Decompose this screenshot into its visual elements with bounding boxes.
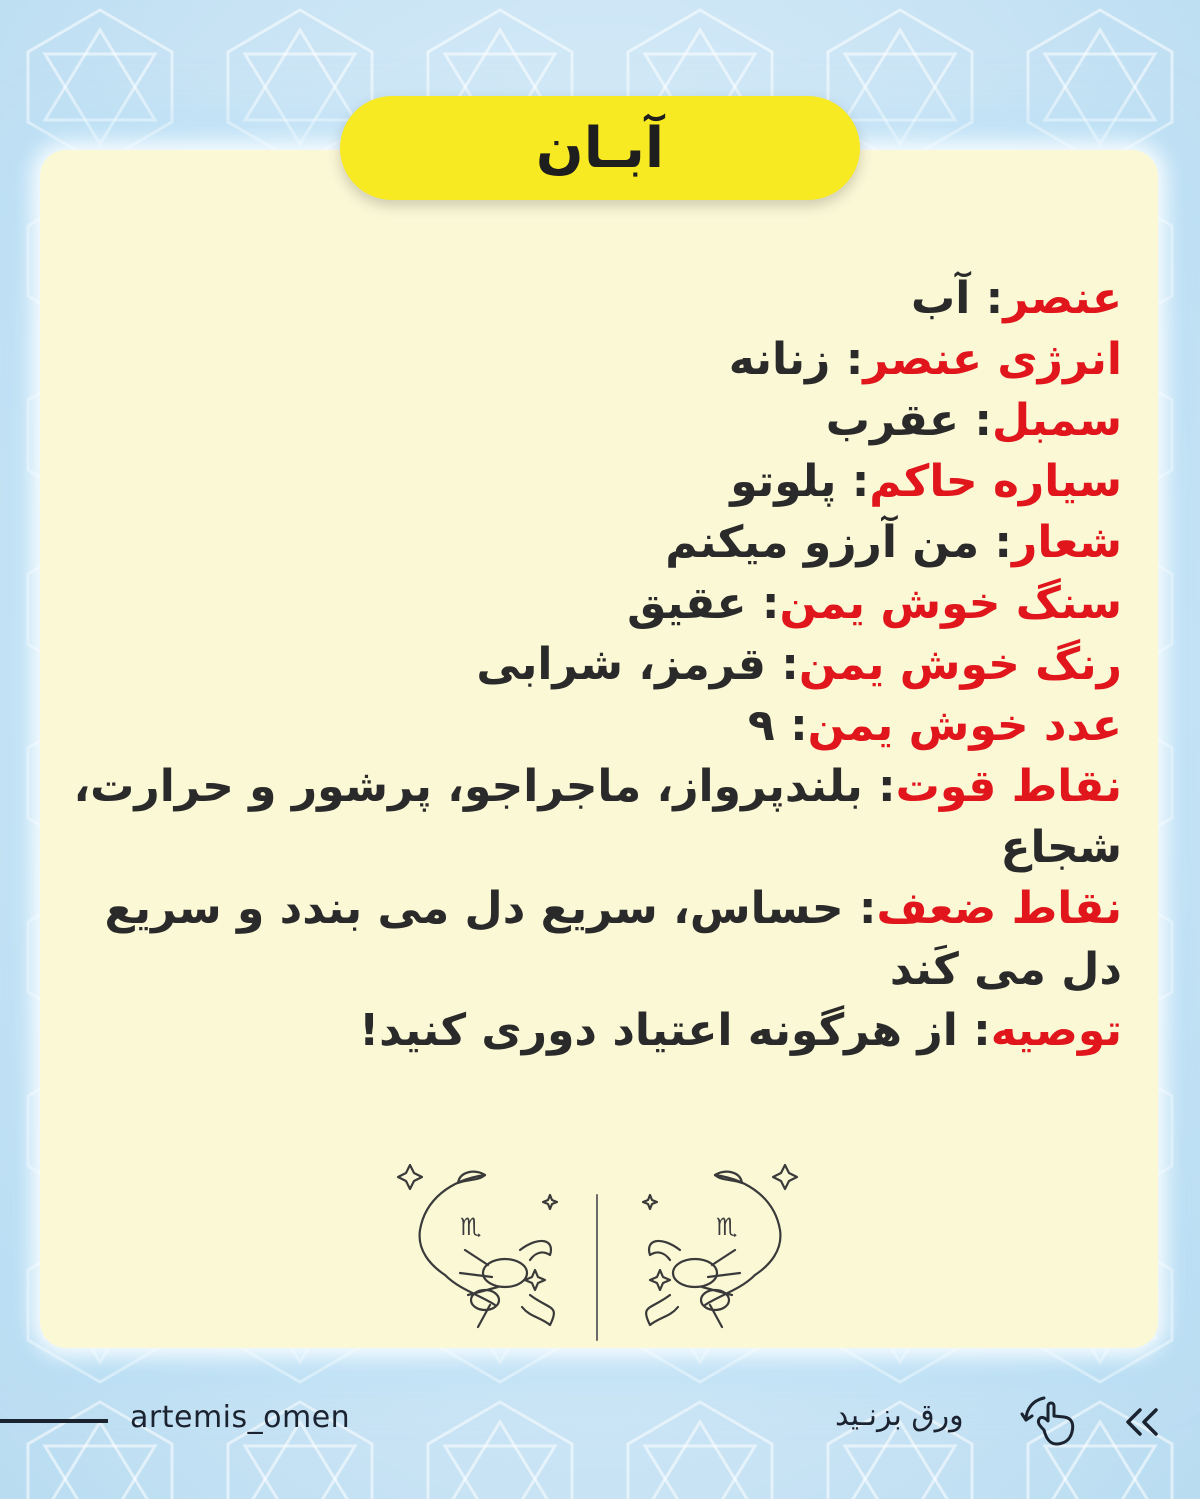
title-pill [340, 96, 860, 200]
chevrons-left-icon[interactable] [1118, 1402, 1166, 1442]
fact-row [62, 695, 1122, 756]
fact-value: عقیق [627, 578, 747, 629]
facts-list [62, 268, 1122, 1061]
fact-separator: : [765, 639, 799, 690]
swipe-label: ورق بزنـید [835, 1398, 964, 1433]
fact-value: آب [911, 273, 971, 324]
fact-value: از هرگونه اعتیاد دوری کنید! [359, 1005, 958, 1056]
fact-separator: : [970, 273, 1004, 324]
fact-key: شعار [1012, 517, 1122, 568]
fact-key: توصیه [990, 1005, 1122, 1056]
fact-value: من آرزو میکنم [665, 517, 980, 568]
fact-value: حساس، سریع دل می بندد و سریع دل می کَند [104, 883, 1122, 995]
fact-key: عنصر [1003, 273, 1122, 324]
fact-row [62, 451, 1122, 512]
account-handle: artemis_omen [130, 1400, 351, 1435]
fact-value: ۹ [747, 700, 775, 751]
fact-separator: : [862, 761, 896, 812]
fact-separator: : [979, 517, 1013, 568]
fact-key: عدد خوش یمن [807, 700, 1122, 751]
svg-text:♏: ♏ [460, 1213, 482, 1241]
fact-row [62, 512, 1122, 573]
fact-value: قرمز، شرابی [476, 639, 766, 690]
fact-row [62, 573, 1122, 634]
fact-separator: : [959, 395, 992, 446]
fact-separator: : [830, 334, 864, 385]
fact-row [62, 268, 1122, 329]
fact-separator: : [836, 456, 870, 507]
svg-text:♏: ♏ [716, 1213, 738, 1241]
fact-key: نقاط قوت [895, 761, 1122, 812]
fact-key: سمبل [991, 395, 1122, 446]
fact-value: بلندپرواز، ماجراجو، پرشور و حرارت، شجاع [73, 761, 1122, 873]
fact-separator: : [843, 883, 877, 934]
fact-separator: : [746, 578, 780, 629]
fact-value: عقرب [825, 395, 960, 446]
scorpion-right-icon [646, 1172, 780, 1327]
fact-key: نقاط ضعف [876, 883, 1122, 934]
fact-key: رنگ خوش یمن [798, 639, 1122, 690]
scorpio-emblem [390, 1155, 810, 1345]
fact-row [62, 329, 1122, 390]
fact-separator: : [957, 1005, 991, 1056]
fact-row [62, 756, 1122, 878]
fact-separator: : [774, 700, 808, 751]
fact-row [62, 1000, 1122, 1061]
fact-row [62, 634, 1122, 695]
page-title: آبـان [535, 115, 665, 181]
scorpion-left-icon [420, 1172, 554, 1327]
fact-key: سیاره حاکم [869, 456, 1122, 507]
footer-divider [0, 1419, 108, 1423]
fact-row [62, 878, 1122, 1000]
swipe-hand-icon [1018, 1386, 1084, 1452]
fact-row [62, 390, 1122, 451]
fact-value: پلوتو [730, 456, 837, 507]
fact-key: انرژی عنصر [863, 334, 1122, 385]
fact-key: سنگ خوش یمن [779, 578, 1122, 629]
fact-value: زنانه [728, 334, 831, 385]
